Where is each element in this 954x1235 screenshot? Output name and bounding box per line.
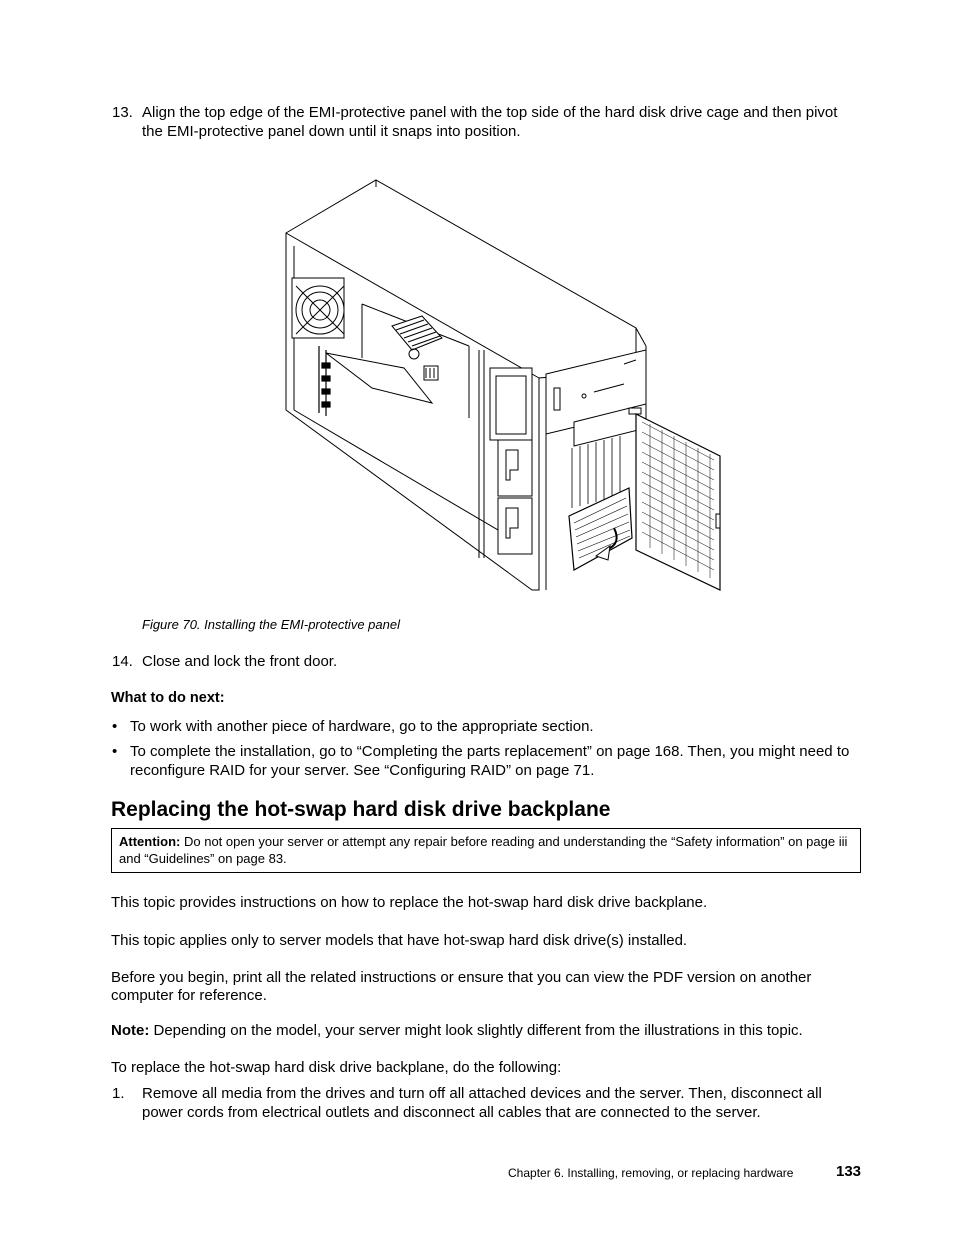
step-text: Remove all media from the drives and turn off all attached devices and the server. Then, disconnect all power cords from electrical outlets and disconnect all cables that are connected to the server. xyxy=(142,1085,822,1121)
step-14 xyxy=(112,652,857,671)
what-to-do-next-label: What to do next: xyxy=(111,690,225,706)
note-label: Note: xyxy=(111,1022,150,1039)
bullet-icon: • xyxy=(112,743,118,760)
server-emi-panel-illustration xyxy=(284,178,724,593)
note-text: Depending on the model, your server might look slightly different from the illustrations in this topic. xyxy=(149,1022,803,1039)
step-number: 1. xyxy=(112,1085,125,1102)
paragraph: This topic applies only to server models that have hot-swap hard disk drive(s) installed. xyxy=(111,932,688,949)
page-number: 133 xyxy=(836,1163,862,1180)
figure-caption: Figure 70. Installing the EMI-protective panel xyxy=(142,617,400,632)
step-text: Align the top edge of the EMI-protective panel with the top side of the hard disk drive cage and then pivot the EMI-protective panel down until it snaps into position. xyxy=(142,104,838,140)
paragraph: To replace the hot-swap hard disk drive backplane, do the following: xyxy=(111,1059,562,1076)
step-number: 14. xyxy=(112,653,133,670)
list-item-text: To work with another piece of hardware, go to the appropriate section. xyxy=(130,718,594,735)
note-paragraph xyxy=(111,1022,861,1040)
list-item xyxy=(112,742,857,780)
step-1 xyxy=(112,1084,857,1122)
section-heading: Replacing the hot-swap hard disk drive backplane xyxy=(111,798,611,821)
step-number: 13. xyxy=(112,104,133,121)
step-text: Close and lock the front door. xyxy=(142,653,338,670)
paragraph: Before you begin, print all the related instructions or ensure that you can view the PDF version on another computer for reference. xyxy=(111,969,812,1004)
step-13 xyxy=(112,103,857,141)
attention-text: Do not open your server or attempt any repair before reading and understanding the “Safety information” on page iii and “Guidelines” on page 83. xyxy=(119,834,848,866)
attention-label: Attention: xyxy=(119,834,181,849)
bullet-icon: • xyxy=(112,718,118,735)
list-item-text: To complete the installation, go to “Completing the parts replacement” on page 168. Then, you might need to reconfigure RAID for your server. See “Configuring RAID” on page 71. xyxy=(130,743,850,779)
attention-box xyxy=(111,828,861,873)
list-item xyxy=(112,717,857,736)
footer-chapter: Chapter 6. Installing, removing, or replacing hardware xyxy=(508,1166,794,1180)
paragraph: This topic provides instructions on how to replace the hot-swap hard disk drive backplane. xyxy=(111,894,708,911)
